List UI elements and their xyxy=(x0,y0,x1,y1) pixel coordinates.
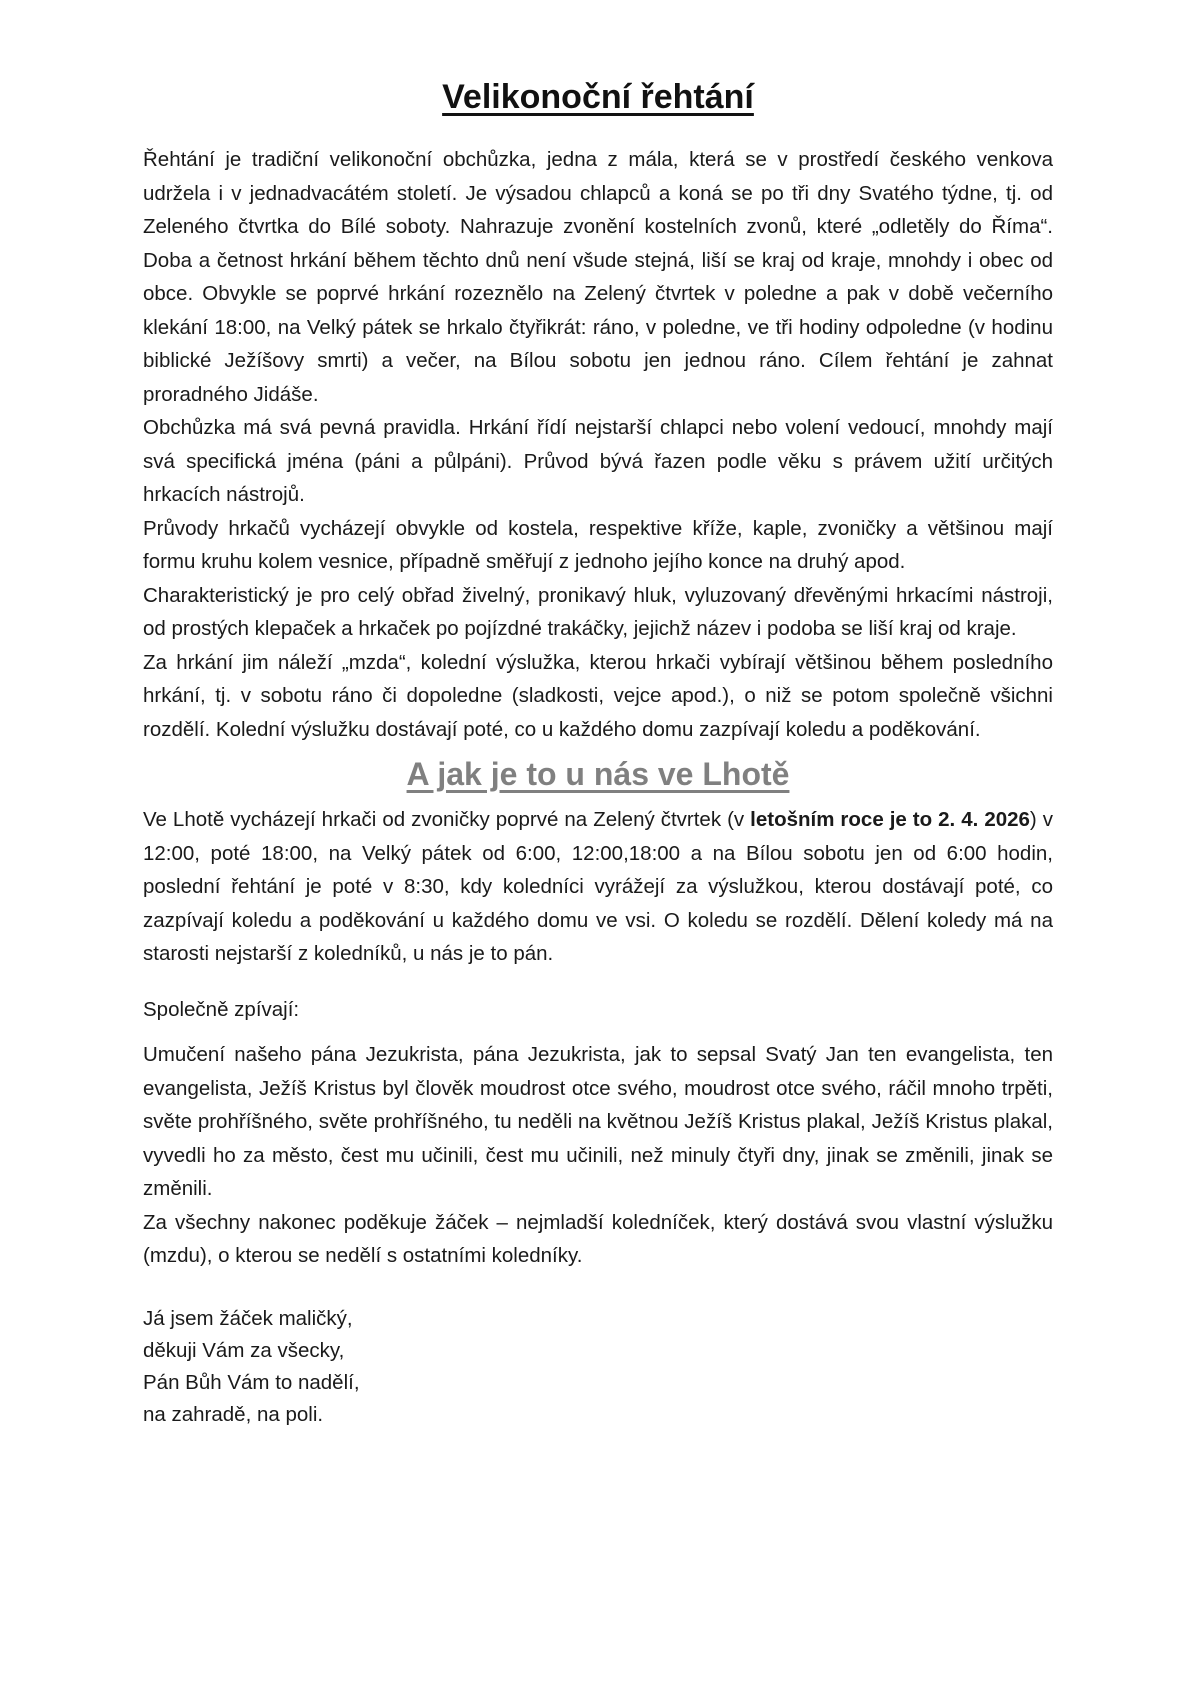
section-subtitle: A jak je to u nás ve Lhotě xyxy=(406,756,790,792)
lhota-paragraph xyxy=(143,803,1053,971)
lhota-date-bold: letošním roce je to 2. 4. 2026 xyxy=(750,808,1030,831)
intro-paragraph-4: Charakteristický je pro celý obřad živelný, pronikavý hluk, vyluzovaný dřevěnými hrkacími nástroji, od prostých klepaček a hrkaček po pojízdné trakáčky, jejichž název i podoba se liší kraj od kraje. xyxy=(143,583,1053,640)
poem-line-1: Já jsem žáček maličký, xyxy=(143,1306,353,1330)
intro-paragraph-3: Průvody hrkačů vycházejí obvykle od kostela, respektive kříže, kaple, zvoničky a většinou mají formu kruhu kolem vesnice, případně směřují z jednoho jejího konce na druhý apod. xyxy=(143,516,1053,573)
thanks-paragraph: Za všechny nakonec poděkuje žáček – nejmladší koledníček, který dostává svou vlastní výslužku (mzdu), o kterou se nedělí s ostatními koledníky. xyxy=(143,1210,1053,1267)
document-title: Velikonoční řehtání xyxy=(442,78,754,116)
song-lyrics: Umučení našeho pána Jezukrista, pána Jezukrista, jak to sepsal Svatý Jan ten evangelista, ten evangelista, Ježíš Kristus byl člověk moudrost otce svého, moudrost otce svého, ráčil mnoho trpěti, světe prohříšného, světe prohříšného, tu neděli na květnou Ježíš Kristus plakal, Ježíš Kristus plakal, vyvedli ho za město, čest mu učinili, čest mu učinili, než minuly čtyři dny, jinak se změnili, jinak se změnili. xyxy=(143,1043,1053,1200)
intro-paragraph-1: Řehtání je tradiční velikonoční obchůzka, jedna z mála, která se v prostředí českého venkova udržela i v jednadvacátém století. Je výsadou chlapců a koná se po tři dny Svatého týdne, tj. od Zeleného čtvrtka do Bílé soboty. Nahrazuje zvonění kostelních zvonů, které „odletěly do Říma“. Doba a četnost hrkání během těchto dnů není všude stejná, liší se kraj od kraje, mnohdy i obec od obce. Obvykle se poprvé hrkání rozeznělo na Zelený čtvrtek v poledne a pak v době večerního klekání 18:00, na Velký pátek se hrkalo čtyřikrát: ráno, v poledne, ve tři hodiny odpoledne (v hodinu biblické Ježíšovy smrti) a večer, na Bílou sobotu jen jednou ráno. Cílem řehtání je zahnat proradného Jidáše. xyxy=(143,148,1053,406)
lhota-text-end: ) v 12:00, poté 18:00, na Velký pátek od 6:00, 12:00,18:00 a na Bílou sobotu jen od 6:00 hodin, poslední řehtání je poté v 8:30, kdy koledníci vyrážejí za výslužkou, kterou dostávají poté, co zazpívají koledu a poděkování u každého domu ve vsi. O koledu se rozdělí. Dělení koledy má na starosti nejstarší z koledníků, u nás je to pán. xyxy=(143,808,1053,965)
sing-label: Společně zpívají: xyxy=(143,997,300,1021)
poem-line-3: Pán Bůh Vám to nadělí, xyxy=(143,1370,360,1394)
intro-paragraph-5: Za hrkání jim náleží „mzda“, kolední výslužka, kterou hrkači vybírají většinou během posledního hrkání, tj. v sobotu ráno či dopoledne (sladkosti, vejce apod.), o niž se potom společně všichni rozdělí. Kolední výslužku dostávají poté, co u každého domu zazpívají koledu a poděkování. xyxy=(143,650,1053,741)
document-page xyxy=(143,70,1053,1431)
poem-line-2: děkuji Vám za všecky, xyxy=(143,1338,345,1362)
poem xyxy=(143,1303,1053,1431)
lhota-text-start: Ve Lhotě vycházejí hrkači od zvoničky poprvé na Zelený čtvrtek (v xyxy=(143,808,751,831)
intro-paragraph-2: Obchůzka má svá pevná pravidla. Hrkání řídí nejstarší chlapci nebo volení vedoucí, mnohdy mají svá specifická jména (páni a půlpáni). Průvod bývá řazen podle věku s právem užití určitých hrkacích nástrojů. xyxy=(143,416,1053,506)
poem-line-4: na zahradě, na poli. xyxy=(143,1402,324,1426)
